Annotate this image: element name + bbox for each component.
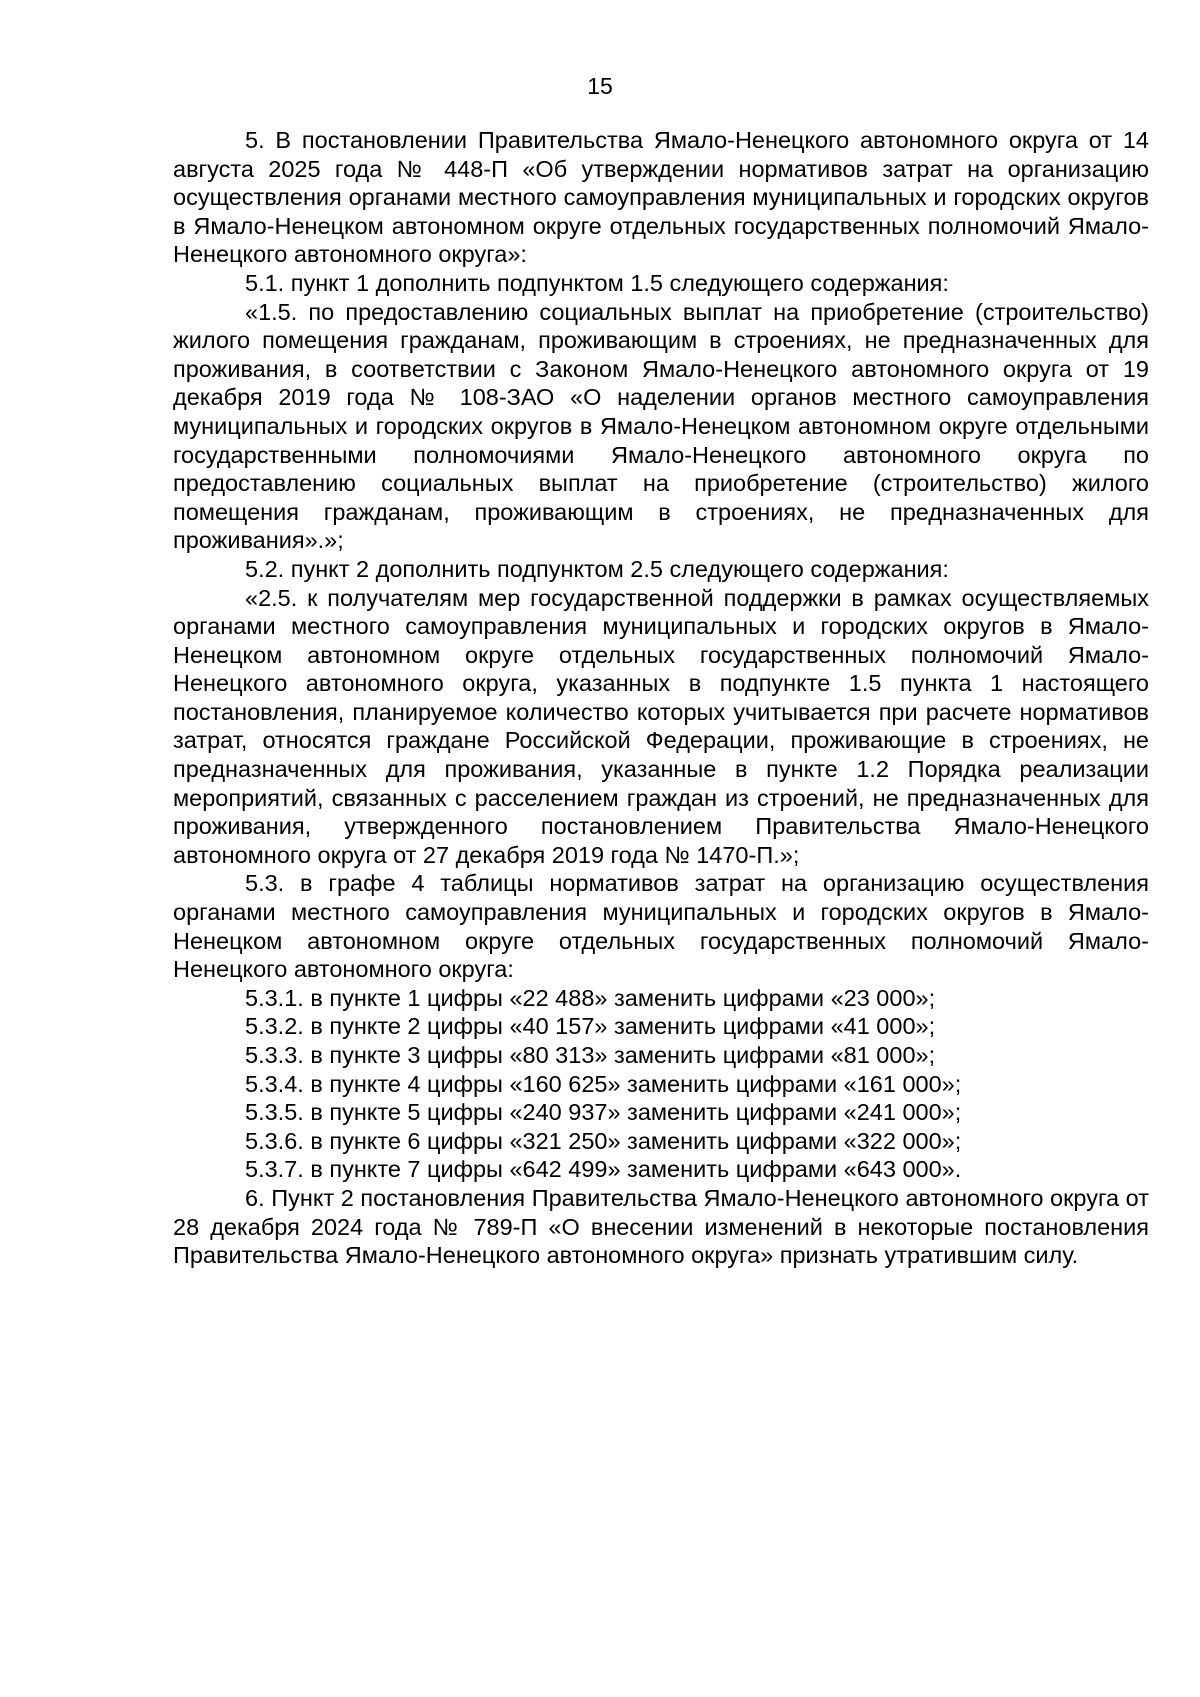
paragraph-5-3: 5.3. в графе 4 таблицы нормативов затрат на организацию осуществления органами местного самоуправления муниципальных и городских округов в Ямало-Ненецком автономном округе отдельных государственных полномочий Ямало-Ненецкого автономного округа: xyxy=(173,870,1149,983)
paragraph-5-3-2: 5.3.2. в пункте 2 цифры «40 157» заменить цифрами «41 000»; xyxy=(245,1013,936,1040)
paragraph-1-5-quote: «1.5. по предоставлению социальных выплат на приобретение (строительство) жилого помещения гражданам, проживающим в строениях, не предназначенных для проживания, в соответствии с Законом Ямало-Ненецкого автономного округа от 19 декабря 2019 года № 108-ЗАО «О наделении органов местного самоуправления муниципальных и городских округов в Ямало-Ненецком автономном округе отдельными государственными полномочиями Ямало-Ненецкого автономного округа по предоставлению социальных выплат на приобретение (строительство) жилого помещения гражданам, проживающим в строениях, не предназначенных для проживания».»; xyxy=(173,298,1149,554)
paragraph-5-2: 5.2. пункт 2 дополнить подпунктом 2.5 следующего содержания: xyxy=(245,555,949,582)
paragraph-5-1: 5.1. пункт 1 дополнить подпунктом 1.5 следующего содержания: xyxy=(245,269,949,296)
paragraph-5-3-5: 5.3.5. в пункте 5 цифры «240 937» заменить цифрами «241 000»; xyxy=(245,1099,962,1126)
document-body xyxy=(173,126,1149,1270)
paragraph-5: 5. В постановлении Правительства Ямало-Ненецкого автономного округа от 14 августа 2025 года № 448-П «Об утверждении нормативов затрат на организацию осуществления органами местного самоуправления муниципальных и городских округов в Ямало-Ненецком автономном округе отдельных государственных полномочий Ямало-Ненецкого автономного округа»: xyxy=(173,127,1149,268)
paragraph-6: 6. Пункт 2 постановления Правительства Ямало-Ненецкого автономного округа от 28 декабря 2024 года № 789-П «О внесении изменений в некоторые постановления Правительства Ямало-Ненецкого автономного округа» признать утратившим силу. xyxy=(173,1184,1149,1269)
paragraph-5-3-7: 5.3.7. в пункте 7 цифры «642 499» заменить цифрами «643 000». xyxy=(245,1156,962,1183)
paragraph-5-3-1: 5.3.1. в пункте 1 цифры «22 488» заменить цифрами «23 000»; xyxy=(245,984,936,1011)
page-number: 15 xyxy=(587,73,613,99)
paragraph-2-5-quote: «2.5. к получателям мер государственной поддержки в рамках осуществляемых органами местного самоуправления муниципальных и городских округов в Ямало-Ненецком автономном округе отдельных государственных полномочий Ямало-Ненецкого автономного округа, указанных в подпункте 1.5 пункта 1 настоящего постановления, планируемое количество которых учитывается при расчете нормативов затрат, относятся граждане Российской Федерации, проживающие в строениях, не предназначенных для проживания, указанные в пункте 1.2 Порядка реализации мероприятий, связанных с расселением граждан из строений, не предназначенных для проживания, утвержденного постановлением Правительства Ямало-Ненецкого автономного округа от 27 декабря 2019 года № 1470-П.»; xyxy=(173,584,1149,868)
paragraph-5-3-6: 5.3.6. в пункте 6 цифры «321 250» заменить цифрами «322 000»; xyxy=(245,1127,962,1154)
paragraph-5-3-3: 5.3.3. в пункте 3 цифры «80 313» заменить цифрами «81 000»; xyxy=(245,1042,936,1068)
paragraph-5-3-4: 5.3.4. в пункте 4 цифры «160 625» заменить цифрами «161 000»; xyxy=(245,1070,962,1097)
